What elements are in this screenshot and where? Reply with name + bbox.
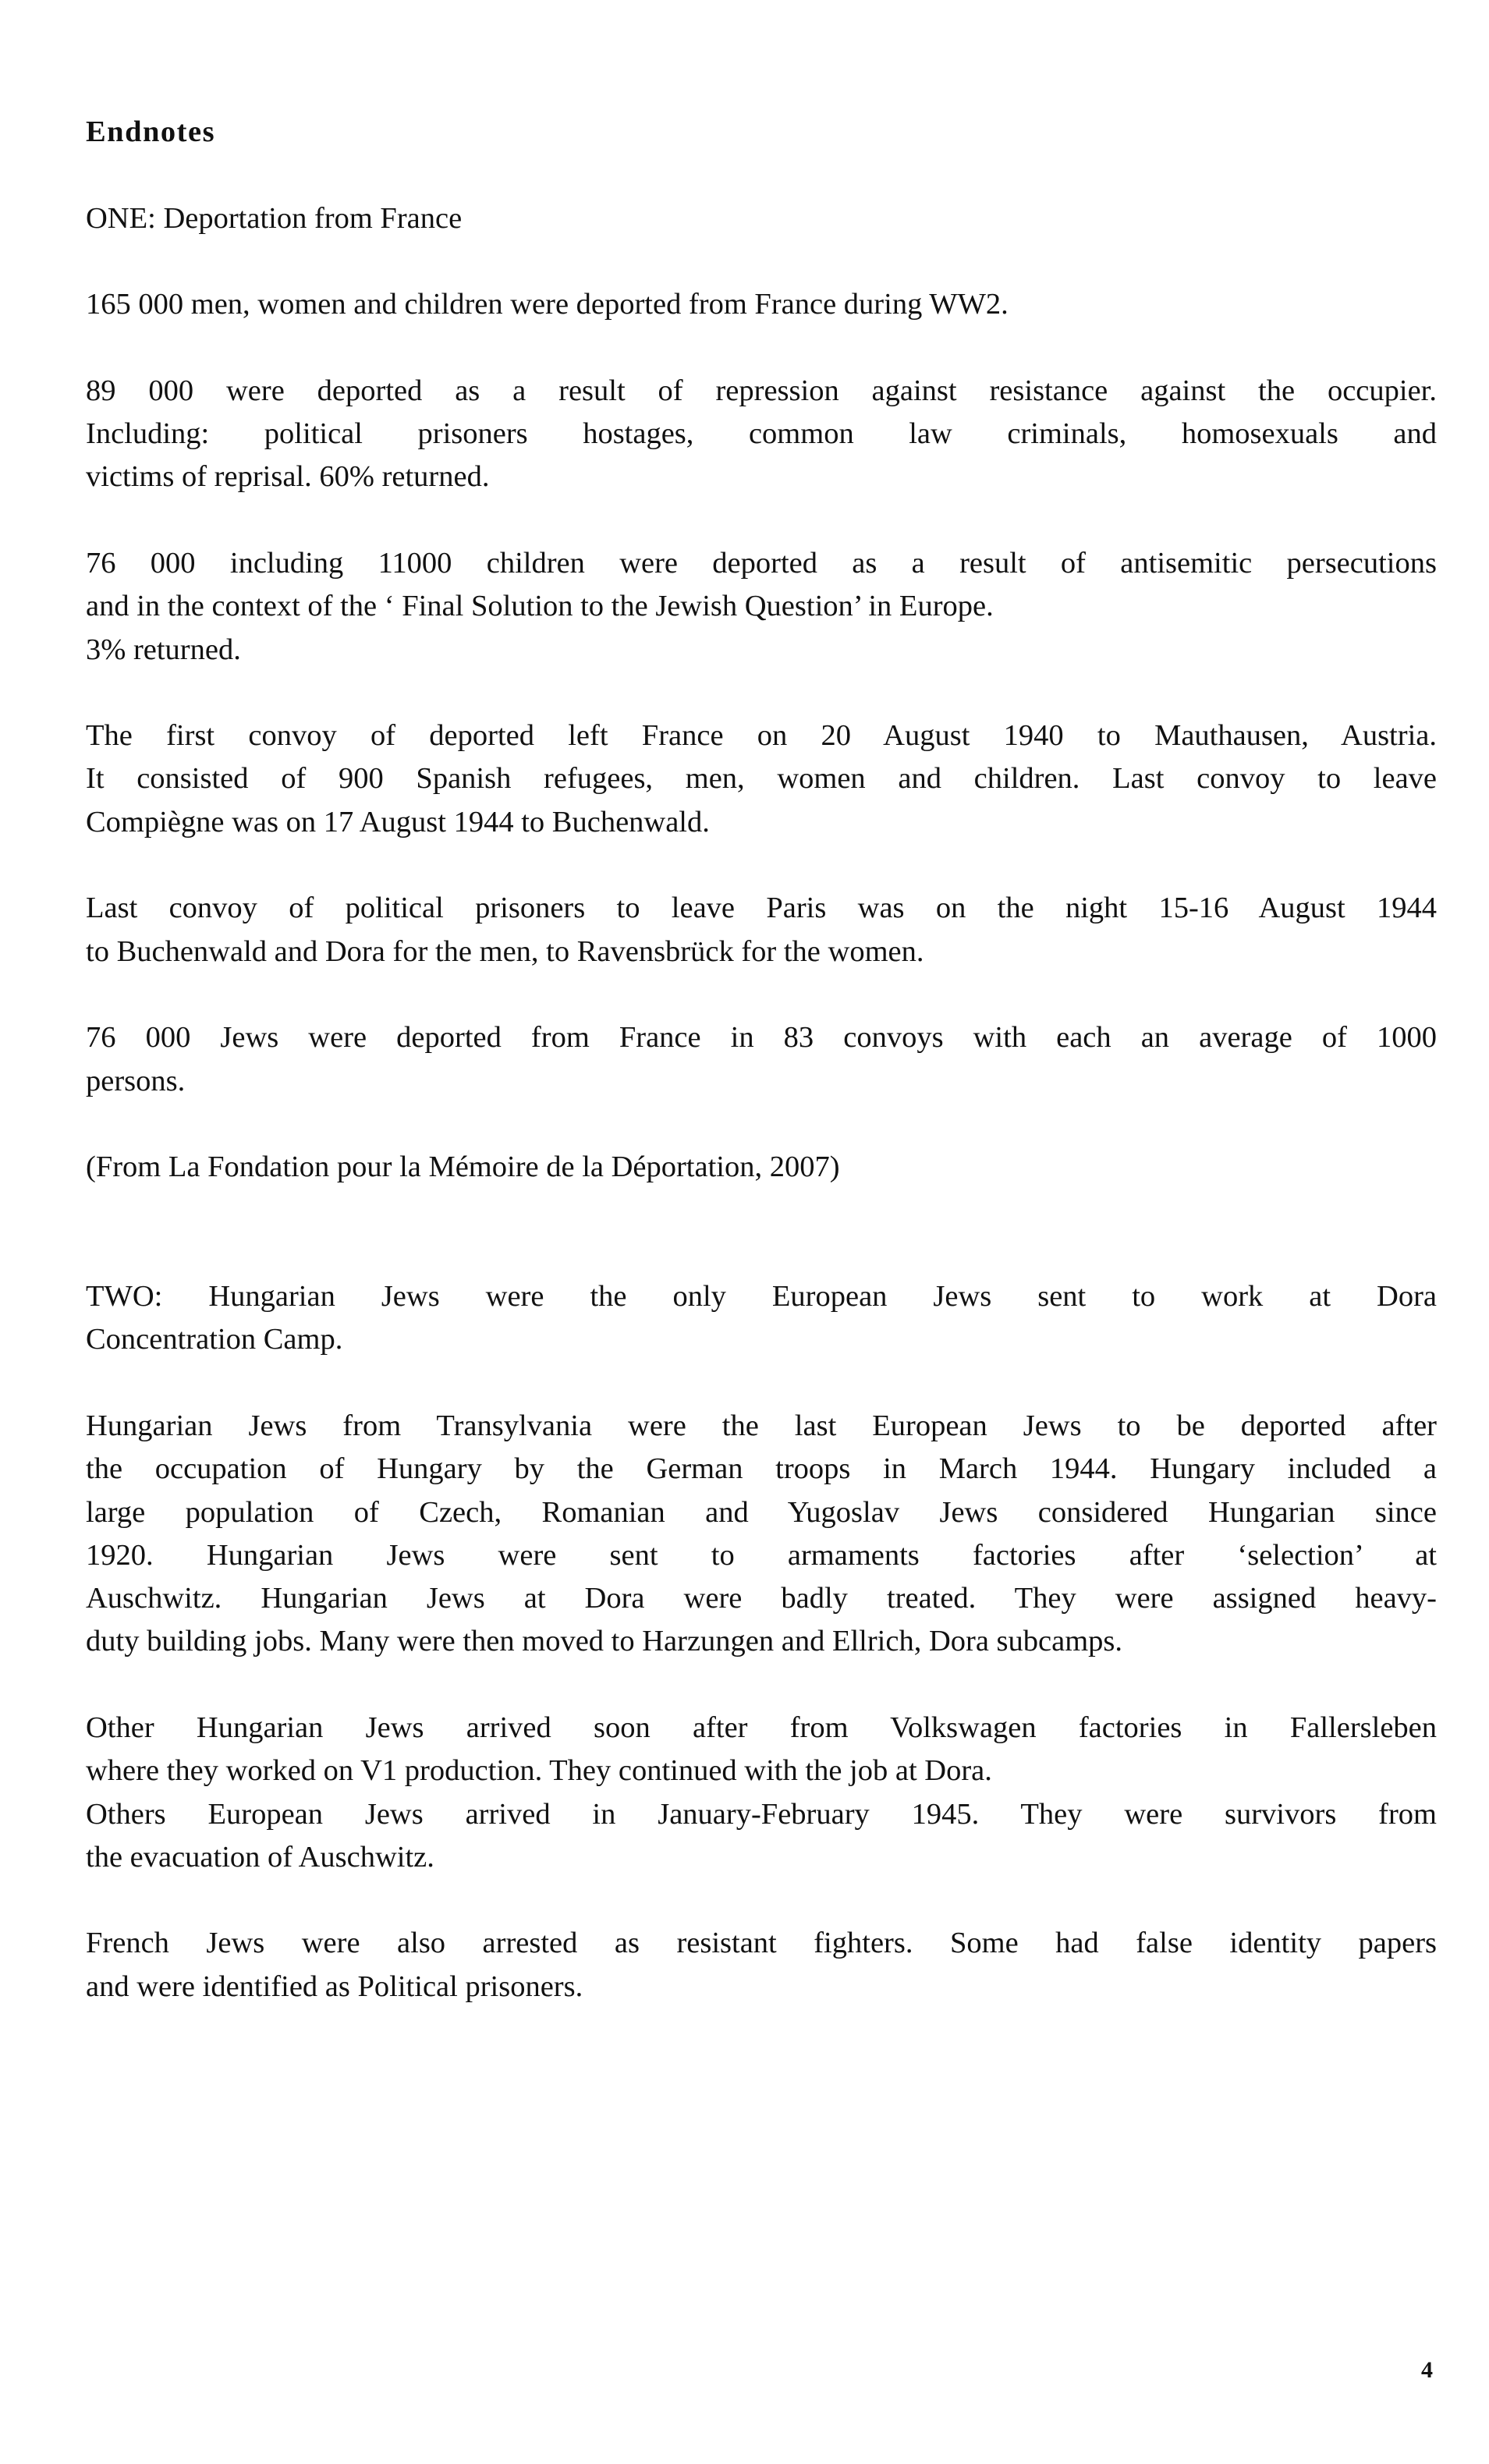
- document-title: Endnotes: [86, 115, 216, 148]
- text-line: to Buchenwald and Dora for the men, to Ravensbrück for the women.: [86, 934, 924, 968]
- text-line: Compiègne was on 17 August 1944 to Buchenwald.: [86, 805, 710, 838]
- paragraph: [86, 1922, 1437, 2008]
- text-line: and in the context of the ‘ Final Solution to the Jewish Question’ in Europe.: [86, 590, 994, 623]
- source-citation: [86, 1146, 1437, 1189]
- section-two: [86, 1275, 1437, 2008]
- text-line: Hungarian Jews from Transylvania were the last European Jews to be deported after: [86, 1409, 1437, 1442]
- text-line: large population of Czech, Romanian and Yugoslav Jews considered Hungarian since: [86, 1495, 1437, 1529]
- text-line: Other Hungarian Jews arrived soon after from Volkswagen factories in Fallersleben: [86, 1711, 1437, 1744]
- paragraph: [86, 542, 1437, 672]
- document-page: [86, 111, 1437, 2008]
- text-line: French Jews were also arrested as resistant fighters. Some had false identity papers: [86, 1927, 1437, 1960]
- paragraph: [86, 887, 1437, 973]
- text-line: persons.: [86, 1064, 186, 1097]
- text-line: 165 000 men, women and children were deported from France during WW2.: [86, 288, 1009, 321]
- paragraph: [86, 1016, 1437, 1103]
- text-line: TWO: Hungarian Jews were the only European Jews sent to work at Dora: [86, 1280, 1437, 1314]
- text-line: 76 000 Jews were deported from France in 83 convoys with each an average of 1000: [86, 1021, 1437, 1055]
- text-line: It consisted of 900 Spanish refugees, men, women and children. Last convoy to leave: [86, 762, 1437, 796]
- text-line: the occupation of Hungary by the German troops in March 1944. Hungary included a: [86, 1452, 1437, 1486]
- text-line: Last convoy of political prisoners to leave Paris was on the night 15-16 August 1944: [86, 892, 1437, 925]
- text-line: 3% returned.: [86, 633, 241, 666]
- section-one: [86, 197, 1437, 1189]
- text-line: Concentration Camp.: [86, 1323, 343, 1356]
- text-line: 1920. Hungarian Jews were sent to armaments factories after ‘selection’ at: [86, 1538, 1437, 1572]
- text-line: where they worked on V1 production. They continued with the job at Dora.: [86, 1754, 992, 1788]
- text-line: Including: political prisoners hostages, common law criminals, homosexuals and: [86, 417, 1437, 451]
- text-line: (From La Fondation pour la Mémoire de la Déportation, 2007): [86, 1150, 840, 1184]
- text-line: duty building jobs. Many were then moved to Harzungen and Ellrich, Dora subcamps.: [86, 1625, 1123, 1658]
- paragraph: [86, 370, 1437, 499]
- page-number: 4: [1421, 2357, 1433, 2383]
- text-line: The first convoy of deported left France on 20 August 1940 to Mauthausen, Austria.: [86, 719, 1437, 753]
- section-heading: [86, 1275, 1437, 1362]
- text-line: 76 000 including 11000 children were deported as a result of antisemitic persecutions: [86, 546, 1437, 580]
- paragraph: [86, 714, 1437, 844]
- spacer: [86, 154, 1437, 197]
- paragraph: [86, 1405, 1437, 1664]
- text-line: Others European Jews arrived in January-February 1945. They were survivors from: [86, 1797, 1437, 1831]
- text-line: Auschwitz. Hungarian Jews at Dora were badly treated. They were assigned heavy-: [86, 1582, 1437, 1615]
- section-heading: ONE: Deportation from France: [86, 201, 463, 235]
- text-line: 89 000 were deported as a result of repression against resistance against the occupier.: [86, 374, 1437, 407]
- paragraph: [86, 283, 1437, 326]
- text-line: the evacuation of Auschwitz.: [86, 1840, 434, 1874]
- paragraph: [86, 1707, 1437, 1879]
- text-line: and were identified as Political prisoners.: [86, 1969, 583, 2003]
- text-line: victims of reprisal. 60% returned.: [86, 460, 490, 494]
